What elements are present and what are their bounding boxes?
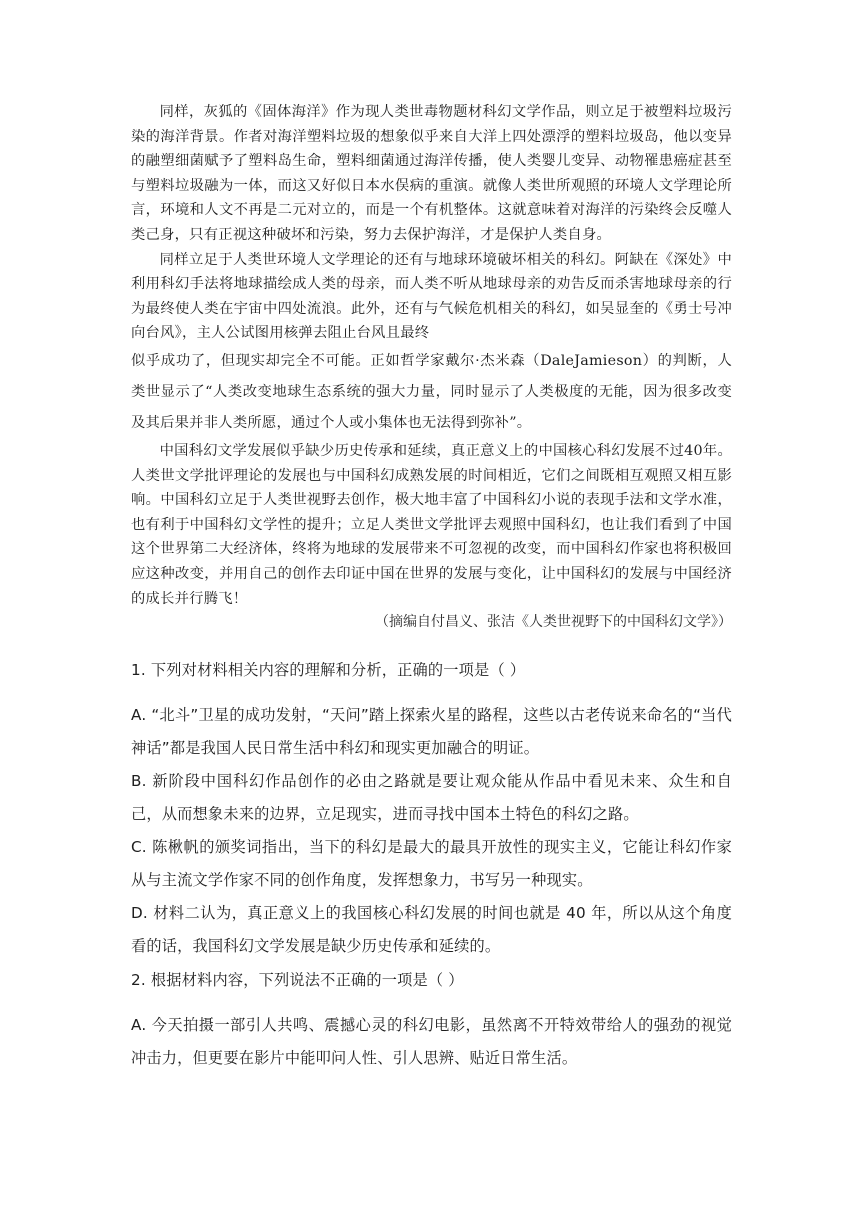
passage-source: （摘编自付昌义、张洁《人类世视野下的中国科幻文学》） xyxy=(375,614,732,631)
passage-paragraph-2: 同样立足于人类世环境人文学理论的还有与地球环境破坏相关的科幻。阿缺在《深处》中利用科幻手法将地球描绘成人类的母亲，而人类不听从地球母亲的劝告反而杀害地球母亲的行为最终使人类在宇宙中四处流浪。此外，还有与气候危机相关的科幻，如吴显奎的《勇士号冲向台风》，主人公试图用核弹去阻止台风且最终 xyxy=(131,251,732,342)
question-1-option-b: B. 新阶段中国科幻作品创作的必由之路就是要让观众能从作品中看见未来、众生和自己，从而想象未来的边界，立足现实，进而寻找中国本土特色的科幻之路。 xyxy=(131,772,732,824)
passage-paragraph-4: 中国科幻文学发展似乎缺少历史传承和延续，真正意义上的中国核心科幻发展不过40年。人类世文学批评理论的发展也与中国科幻成熟发展的时间相近，它们之间既相互观照又相互影响。中国科幻立足于人类世视野去创作，极大地丰富了中国科幻小说的表现手法和文学水准，也有利于中国科幻文学性的提升；立足人类世文学批评去观照中国科幻，也让我们看到了中国这个世界第二大经济体，终将为地球的发展带来不可忽视的改变，而中国科幻作家也将积极回应这种改变，并用自己的创作去印证中国在世界的发展与变化，让中国科幻的发展与中国经济的成长并行腾飞！ xyxy=(131,442,732,607)
question-1-stem: 1. 下列对材料相关内容的理解和分析，正确的一项是（ ） xyxy=(131,661,526,680)
question-1-option-c: C. 陈楸帆的颁奖词指出，当下的科幻是最大的最具开放性的现实主义，它能让科幻作家从与主流文学作家不同的创作角度，发挥想象力，书写另一种现实。 xyxy=(131,838,732,890)
question-1-option-d: D. 材料二认为，真正意义上的我国核心科幻发展的时间也就是 40 年，所以从这个角度看的话，我国科幻文学发展是缺少历史传承和延续的。 xyxy=(131,904,732,956)
passage-paragraph-3: 似乎成功了，但现实却完全不可能。正如哲学家戴尔·杰米森（DaleJamieson）的判断，人类世显示了“人类改变地球生态系统的强大力量，同时显示了人类极度的无能，因为很多改变及其后果并非人类所愿，通过个人或小集体也无法得到弥补”。 xyxy=(131,352,732,431)
question-2-stem: 2. 根据材料内容，下列说法不正确的一项是（ ） xyxy=(131,971,464,990)
question-2-option-a: A. 今天拍摄一部引人共鸣、震撼心灵的科幻电影，虽然离不开特效带给人的强劲的视觉冲击力，但更要在影片中能叩问人性、引人思辨、贴近日常生活。 xyxy=(131,1016,732,1068)
passage-paragraph-1: 同样，灰狐的《固体海洋》作为现人类世毒物题材科幻文学作品，则立足于被塑料垃圾污染的海洋背景。作者对海洋塑料垃圾的想象似乎来自大洋上四处漂浮的塑料垃圾岛，他以变异的融塑细菌赋予了塑料岛生命，塑料细菌通过海洋传播，使人类婴儿变异、动物罹患癌症甚至与塑料垃圾融为一体，而这又好似日本水俣病的重演。就像人类世所观照的环境人文学理论所言，环境和人文不再是二元对立的，而是一个有机整体。这就意味着对海洋的污染终会反噬人类己身，只有正视这种破坏和污染，努力去保护海洋，才是保护人类自身。 xyxy=(131,104,732,243)
question-1-option-a: A. “北斗”卫星的成功发射，“天问”踏上探索火星的路程，这些以古老传说来命名的“当代神话”都是我国人民日常生活中科幻和现实更加融合的明证。 xyxy=(131,706,732,758)
